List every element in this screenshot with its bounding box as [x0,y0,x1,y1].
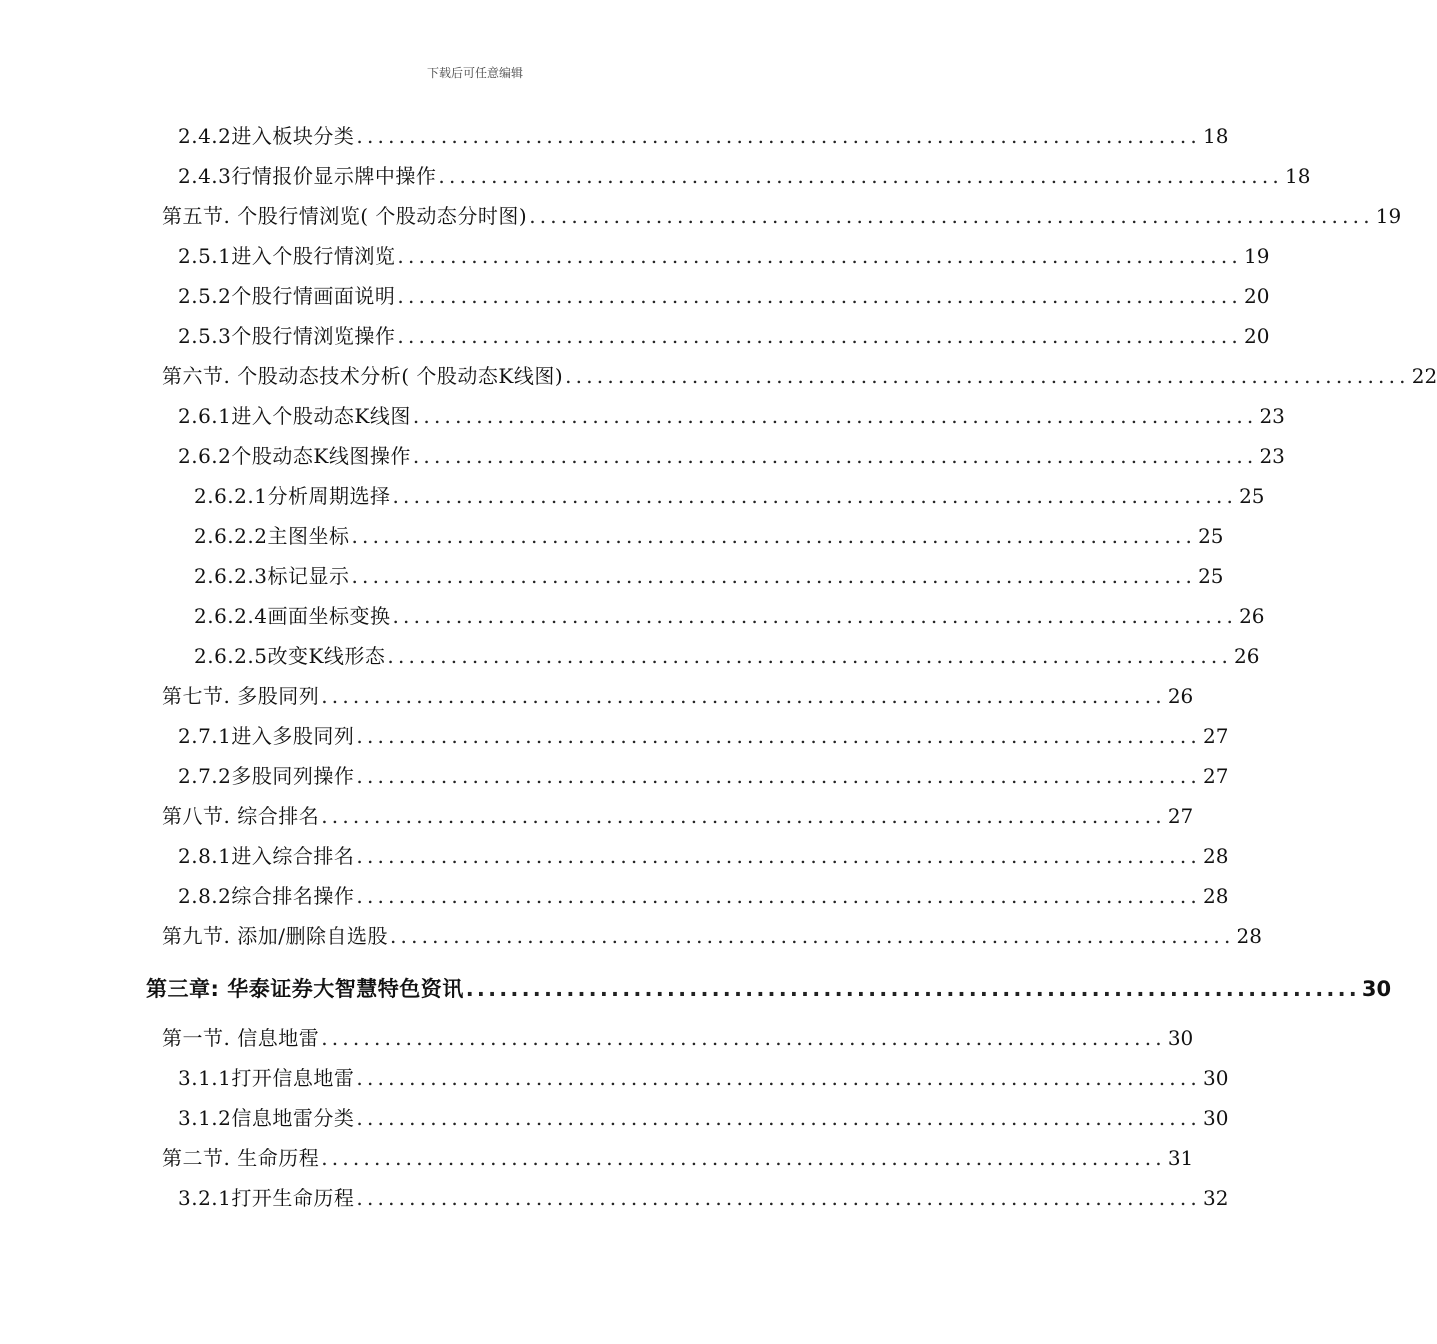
page-header-note: 下载后可任意编辑 [426,66,523,80]
toc-chapter-title: 第三章: 华泰证券大智慧特色资讯 [146,977,464,1001]
toc-section-entry[interactable] [162,1140,1194,1176]
toc-entry-page: 27 [1202,764,1229,788]
toc-section-entry[interactable] [162,358,1437,394]
toc-entry-title: 2.8.2综合排名操作 [178,884,355,908]
toc-dot-leader: ................................................................................ [321,804,1166,828]
toc-entry-title: 2.5.1进入个股行情浏览 [178,244,396,268]
toc-entry[interactable] [178,838,1229,874]
toc-entry-page: 26 [1239,604,1265,628]
toc-dot-leader: ................................................................................ [389,924,1235,948]
toc-dot-leader: ................................................................................ [356,124,1201,148]
toc-entry-title: 2.7.2多股同列操作 [178,764,355,788]
toc-dot-leader: ................................................................................ [438,164,1283,188]
toc-entry-page: 27 [1167,804,1194,828]
toc-dot-leader: ................................................................................ [397,284,1242,308]
toc-entry-page: 26 [1167,684,1194,708]
toc-entry-page: 20 [1243,284,1270,308]
toc-dot-leader: ................................................................................ [356,1106,1201,1130]
toc-subentry[interactable] [194,598,1265,634]
toc-dot-leader: ................................................................................ [356,1066,1201,1090]
toc-entry-title: 2.6.2.3标记显示 [194,564,350,588]
toc-entry-page: 18 [1202,124,1229,148]
toc-entry-page: 25 [1198,524,1224,548]
toc-dot-leader: ................................................................................ [356,844,1201,868]
toc-dot-leader: ................................................................................ [351,564,1197,588]
toc-dot-leader: ................................................................................ [412,444,1258,468]
toc-entry[interactable] [178,398,1285,434]
toc-entry-title: 2.7.1进入多股同列 [178,724,355,748]
toc-entry-title: 3.1.2信息地雷分类 [178,1106,355,1130]
toc-entry-page: 27 [1202,724,1229,748]
toc-entry[interactable] [178,1100,1229,1136]
toc-entry-title: 第六节. 个股动态技术分析( 个股动态K线图) [162,364,564,388]
toc-entry-page: 19 [1243,244,1270,268]
toc-entry-page: 22 [1411,364,1437,388]
toc-dot-leader: ................................................................................ [392,484,1238,508]
toc-dot-leader: ................................................................................ [356,724,1201,748]
toc-entry[interactable] [178,758,1229,794]
toc-dot-leader: ................................................................................ [392,604,1238,628]
toc-entry-title: 2.6.2个股动态K线图操作 [178,444,411,468]
toc-entry-title: 2.4.2进入板块分类 [178,124,355,148]
toc-entry[interactable] [178,238,1270,274]
toc-entry[interactable] [178,318,1270,354]
toc-dot-leader: ................................................................................ [321,684,1166,708]
toc-entry-page: 32 [1202,1186,1229,1210]
toc-dot-leader: ................................................................................ [387,644,1233,668]
toc-dot-leader: ................................................................................ [321,1026,1166,1050]
toc-entry-page: 30 [1202,1066,1229,1090]
toc-dot-leader: ................................................................................ [397,324,1242,348]
toc-entry[interactable] [178,878,1229,914]
toc-entry-page: 30 [1361,977,1392,1001]
toc-dot-leader: ................................................................................ [321,1146,1166,1170]
toc-dot-leader: ................................................................................ [356,1186,1201,1210]
toc-entry-title: 2.6.2.2主图坐标 [194,524,350,548]
toc-entry-page: 31 [1167,1146,1194,1170]
toc-section-entry[interactable] [162,198,1402,234]
toc-section-entry[interactable] [162,798,1194,834]
toc-entry[interactable] [178,438,1285,474]
toc-entry-page: 28 [1202,844,1229,868]
toc-subentry[interactable] [194,478,1265,514]
toc-entry-title: 2.5.2个股行情画面说明 [178,284,396,308]
toc-entry-title: 第二节. 生命历程 [162,1146,320,1170]
toc-entry-page: 25 [1239,484,1265,508]
toc-entry[interactable] [178,278,1270,314]
toc-chapter-entry[interactable] [146,971,1392,1007]
toc-entry[interactable] [178,1060,1229,1096]
toc-entry-title: 3.2.1打开生命历程 [178,1186,355,1210]
toc-entry-title: 第一节. 信息地雷 [162,1026,320,1050]
toc-dot-leader: ................................................................................ [351,524,1197,548]
toc-entry-page: 19 [1375,204,1402,228]
toc-dot-leader: ................................................................................ [356,884,1201,908]
toc-entry-page: 30 [1202,1106,1229,1130]
toc-dot-leader: ................................................................................ [465,977,1360,1001]
toc-subentry[interactable] [194,558,1224,594]
toc-entry-title: 2.4.3行情报价显示牌中操作 [178,164,437,188]
toc-dot-leader: ................................................................................ [565,364,1410,388]
toc-entry-title: 3.1.1打开信息地雷 [178,1066,355,1090]
toc-entry-page: 26 [1234,644,1260,668]
toc-entry-title: 2.8.1进入综合排名 [178,844,355,868]
toc-entry-page: 30 [1167,1026,1194,1050]
toc-subentry[interactable] [194,638,1260,674]
toc-section-entry[interactable] [162,1020,1194,1056]
toc-entry-title: 第五节. 个股行情浏览( 个股动态分时图) [162,204,528,228]
toc-entry-page: 20 [1243,324,1270,348]
toc-section-entry[interactable] [162,918,1262,954]
toc-entry-title: 2.6.2.4画面坐标变换 [194,604,391,628]
toc-entry-title: 第九节. 添加/删除自选股 [162,924,388,948]
toc-entry-page: 23 [1259,444,1285,468]
toc-dot-leader: ................................................................................ [356,764,1201,788]
toc-entry-title: 2.5.3个股行情浏览操作 [178,324,396,348]
toc-entry[interactable] [178,1180,1229,1216]
toc-entry[interactable] [178,718,1229,754]
toc-entry-page: 18 [1284,164,1311,188]
toc-dot-leader: ................................................................................ [412,404,1258,428]
toc-dot-leader: ................................................................................ [397,244,1242,268]
toc-entry[interactable] [178,118,1229,154]
toc-entry[interactable] [178,158,1311,194]
toc-entry-page: 28 [1202,884,1229,908]
toc-dot-leader: ................................................................................ [529,204,1374,228]
toc-entry-page: 23 [1259,404,1285,428]
toc-subentry[interactable] [194,518,1224,554]
toc-entry-title: 2.6.1进入个股动态K线图 [178,404,411,428]
toc-entry-title: 第七节. 多股同列 [162,684,320,708]
toc-entry-page: 25 [1198,564,1224,588]
toc-entry-title: 2.6.2.5改变K线形态 [194,644,386,668]
toc-section-entry[interactable] [162,678,1194,714]
toc-entry-title: 2.6.2.1分析周期选择 [194,484,391,508]
toc-entry-title: 第八节. 综合排名 [162,804,320,828]
toc-entry-page: 28 [1236,924,1262,948]
